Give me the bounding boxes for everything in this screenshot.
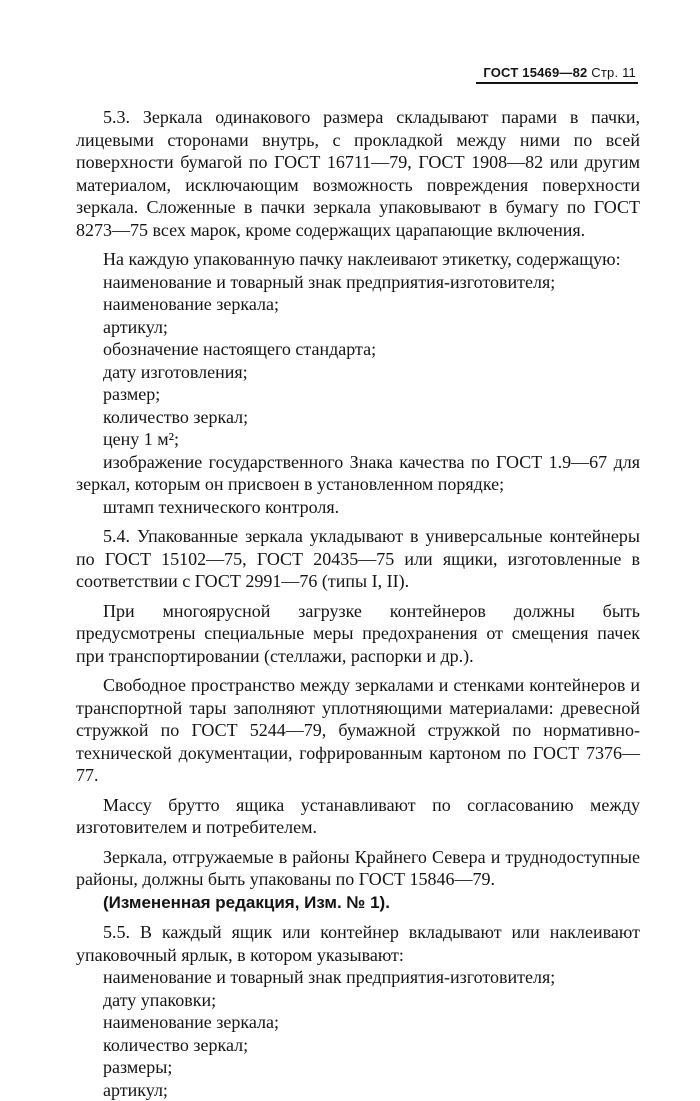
paragraph-gross-mass: Массу брутто ящика устанавливают по согласованию между изготовителем и потребителем. bbox=[76, 794, 640, 839]
paragraph-5-5: 5.5. В каждый ящик или контейнер вкладывают или наклеивают упаковочный ярлык, в котором указывают: bbox=[76, 921, 640, 966]
list-item: дату изготовления; bbox=[76, 361, 640, 384]
label-list bbox=[76, 271, 640, 519]
amendment-note bbox=[76, 891, 640, 915]
list-item: количество зеркал; bbox=[76, 406, 640, 429]
document-body bbox=[76, 106, 640, 1101]
list-item: наименование зеркала; bbox=[76, 293, 640, 316]
list-item: артикул; bbox=[76, 1079, 640, 1101]
paragraph-5-3: 5.3. Зеркала одинакового размера складывают парами в пачки, лицевыми сторонами внутрь, с прокладкой между ними по всей поверхности бумагой по ГОСТ 16711—79, ГОСТ 1908—82 или другим материалом, исключающим возможность повреждения поверхности зеркала. Сложенные в пачки зеркала упаковывают в бумагу по ГОСТ 8273—75 всех марок, кроме содержащих царапающие включения. bbox=[76, 106, 640, 241]
list-item: количество зеркал; bbox=[76, 1034, 640, 1057]
label-intro: На каждую упакованную пачку наклеивают этикетку, содержащую: bbox=[76, 248, 640, 271]
amendment-text: (Измененная редакция, Изм. № 1). bbox=[103, 893, 390, 912]
list-item: артикул; bbox=[76, 316, 640, 339]
paragraph-far-north: Зеркала, отгружаемые в районы Крайнего Севера и труднодоступные районы, должны быть упакованы по ГОСТ 15846—79. bbox=[76, 846, 640, 891]
list-item: цену 1 м²; bbox=[76, 428, 640, 451]
page-number: Стр. 11 bbox=[591, 65, 636, 80]
paragraph-multitier: При многоярусной загрузке контейнеров должны быть предусмотрены специальные меры предохранения от смещения пачек при транспортировании (стеллажи, распорки и др.). bbox=[76, 600, 640, 668]
list-item: размеры; bbox=[76, 1056, 640, 1079]
list-item: наименование и товарный знак предприятия-изготовителя; bbox=[76, 271, 640, 294]
paragraph-5-4: 5.4. Упакованные зеркала укладывают в универсальные контейнеры по ГОСТ 15102—75, ГОСТ 20435—75 или ящики, изготовленные в соответствии с ГОСТ 2991—76 (типы I, II). bbox=[76, 525, 640, 593]
list-item: наименование зеркала; bbox=[76, 1011, 640, 1034]
box-label-list bbox=[76, 966, 640, 1101]
list-item: изображение государственного Знака качества по ГОСТ 1.9—67 для зеркал, которым он присвоен в установленном порядке; bbox=[76, 451, 640, 496]
standard-number: ГОСТ 15469—82 bbox=[483, 65, 587, 80]
paragraph-free-space: Свободное пространство между зеркалами и стенками контейнеров и транспортной тары заполняют уплотняющими материалами: древесной стружкой по ГОСТ 5244—79, бумажной стружкой по нормативно-технической документации, гофрированным картоном по ГОСТ 7376—77. bbox=[76, 674, 640, 787]
list-item: размер; bbox=[76, 383, 640, 406]
list-item: наименование и товарный знак предприятия-изготовителя; bbox=[76, 966, 640, 989]
list-item: обозначение настоящего стандарта; bbox=[76, 338, 640, 361]
list-item: штамп технического контроля. bbox=[76, 496, 640, 519]
header-rule bbox=[476, 82, 638, 84]
list-item: дату упаковки; bbox=[76, 989, 640, 1012]
